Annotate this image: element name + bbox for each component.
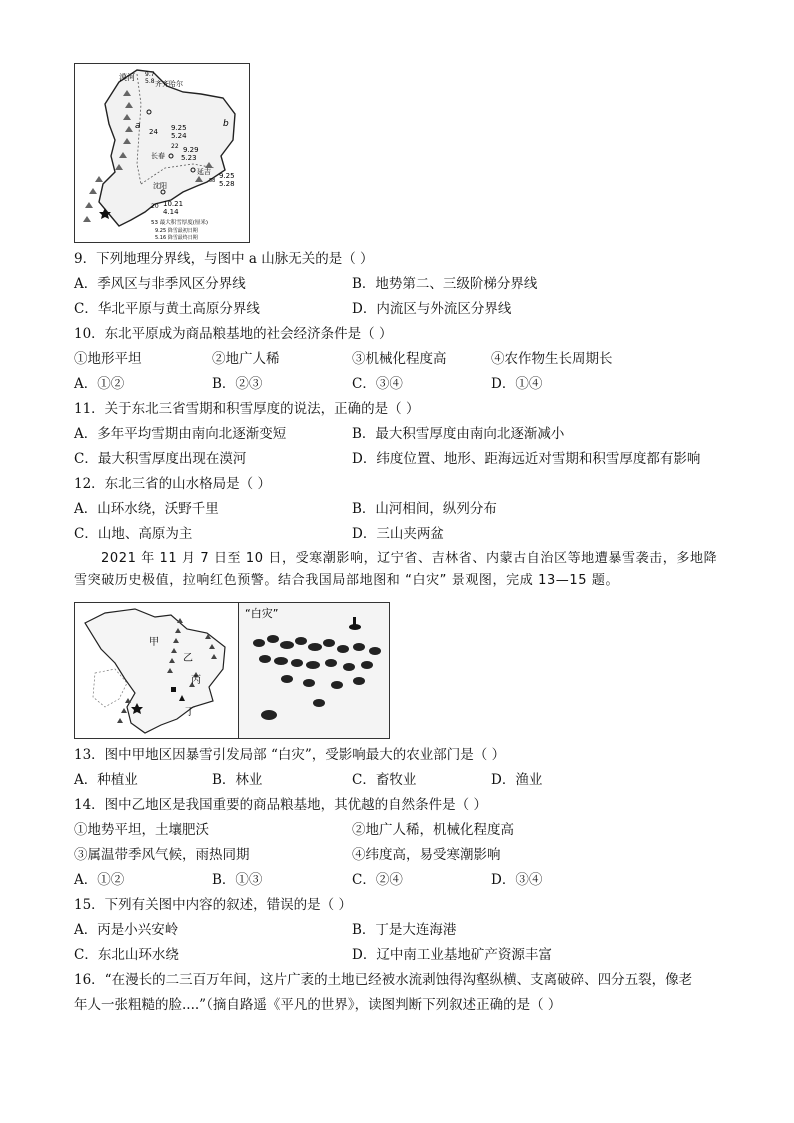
city-changchun: 长春 (151, 152, 165, 160)
legend-first: 9.25 降雪最初日期 (155, 228, 198, 234)
label-jia: 甲 (149, 637, 159, 648)
q9-option-c: C．华北平原与黄土高原分界线 (74, 301, 260, 317)
q15-option-c: C．东北山环水绕 (74, 947, 179, 963)
map-svg (75, 64, 249, 242)
q13-option-b: B．林业 (212, 772, 263, 788)
q10-stem: 10．东北平原成为商品粮基地的社会经济条件是（ ） (74, 326, 393, 342)
q12-option-c: C．山地、高原为主 (74, 526, 193, 542)
q10-item-2: ②地广人稀 (212, 351, 280, 367)
q11-option-d: D．纬度位置、地形、距海远近对雪期和积雪厚度都有影响 (352, 451, 701, 467)
square-marker (171, 687, 176, 692)
q9-stem: 9．下列地理分界线，与图中 a 山脉无关的是（ ） (74, 251, 374, 267)
changchun-val-2: 5.23 (181, 154, 197, 162)
reading-passage: 2021 年 11 月 7 日至 10 日，受寒潮影响，辽宁省、吉林省、内蒙古自治区等地遭暴雪袭击，多地降雪突破历史极值，拉响红色预警。结合我国局部地图和 “白灾” 景观图，完成 13—15 题。 (74, 551, 718, 588)
label-bing: 丙 (191, 675, 201, 686)
mohe-val-2: 5.8 (145, 78, 155, 85)
q15-option-d: D．辽中南工业基地矿产资源丰富 (352, 947, 552, 963)
q11-option-a: A．多年平均雪期由南向北逐渐变短 (74, 426, 287, 442)
photo-caption: “白灾” (245, 607, 279, 620)
city-qiqihar: 齐齐哈尔 (155, 80, 183, 88)
city-yanji: 延吉 (197, 168, 211, 176)
q10-item-1: ①地形平坦 (74, 351, 142, 367)
white-disaster-photo (238, 602, 390, 739)
mohe-val-1: 9.7 (145, 71, 155, 78)
q14-option-c: C．②④ (352, 872, 403, 888)
q13-stem: 13．图中甲地区因暴雪引发局部 “白灾”，受影响最大的农业部门是（ ） (74, 747, 506, 763)
q16-line-2: 年人一张粗糙的脸....”（摘自路遥《平凡的世界》，读图判断下列叙述正确的是（ ） (74, 997, 562, 1013)
shenyang-depth: 20 (151, 203, 159, 210)
legend-depth: 53 最大积雪厚度(厘米) (151, 220, 209, 226)
changchun-depth: 22 (171, 143, 179, 150)
photo-svg (239, 603, 389, 738)
q11-stem: 11．关于东北三省雪期和积雪厚度的说法，正确的是（ ） (74, 401, 420, 417)
yanji-val-2: 5.28 (219, 180, 235, 188)
northeast-snow-map (74, 63, 250, 243)
q13-option-c: C．畜牧业 (352, 772, 417, 788)
q14-item-2: ②地广人稀，机械化程度高 (352, 822, 514, 838)
q13-option-a: A．种植业 (74, 772, 138, 788)
q10-item-3: ③机械化程度高 (352, 351, 447, 367)
q13-option-d: D．渔业 (491, 772, 543, 788)
regional-map (74, 602, 239, 739)
q10-option-b: B．②③ (212, 376, 263, 392)
qiqihar-val-2: 5.24 (171, 132, 187, 140)
city-mohe: 漠河 (119, 73, 135, 82)
label-ding: 丁 (185, 707, 195, 718)
q14-option-d: D．③④ (491, 872, 543, 888)
qiqihar-depth: 24 (149, 128, 158, 136)
q9-option-d: D．内流区与外流区分界线 (352, 301, 512, 317)
q14-option-a: A．①② (74, 872, 125, 888)
q14-stem: 14．图中乙地区是我国重要的商品粮基地，其优越的自然条件是（ ） (74, 797, 487, 813)
changchun-val-1: 9.29 (183, 146, 199, 154)
q15-stem: 15．下列有关图中内容的叙述，错误的是（ ） (74, 897, 352, 913)
shenyang-val-1: 10.21 (163, 200, 184, 208)
q16-line-1: 16．“在漫长的二三百万年间，这片广袤的土地已经被水流剥蚀得沟壑纵横、支离破碎、四分五裂，像老 (74, 972, 693, 988)
yanji-val-1: 9.25 (219, 172, 235, 180)
regional-map-svg (75, 603, 238, 738)
q11-option-c: C．最大积雪厚度出现在漠河 (74, 451, 247, 467)
q14-item-4: ④纬度高，易受寒潮影响 (352, 847, 501, 863)
label-a: a (135, 121, 141, 131)
q15-option-a: A．丙是小兴安岭 (74, 922, 179, 938)
q15-option-b: B．丁是大连海港 (352, 922, 457, 938)
shenyang-val-2: 4.14 (163, 208, 179, 216)
label-yi: 乙 (183, 653, 193, 664)
q10-option-a: A．①② (74, 376, 125, 392)
qiqihar-val-1: 9.25 (171, 124, 187, 132)
q12-option-d: D．三山夹两盆 (352, 526, 444, 542)
q10-option-c: C．③④ (352, 376, 403, 392)
city-shenyang: 沈阳 (153, 182, 167, 190)
q10-item-4: ④农作物生长周期长 (491, 351, 613, 367)
q9-option-b: B．地势第二、三级阶梯分界线 (352, 276, 538, 292)
q12-stem: 12．东北三省的山水格局是（ ） (74, 476, 271, 492)
legend-last: 5.16 降雪最终日期 (155, 235, 198, 241)
q12-option-a: A．山环水绕，沃野千里 (74, 501, 219, 517)
q14-item-3: ③属温带季风气候，雨热同期 (74, 847, 250, 863)
q14-item-1: ①地势平坦，土壤肥沃 (74, 822, 209, 838)
q9-option-a: A．季风区与非季风区分界线 (74, 276, 246, 292)
q14-option-b: B．①③ (212, 872, 263, 888)
q11-option-b: B．最大积雪厚度由南向北逐渐减小 (352, 426, 565, 442)
regional-outline (85, 609, 225, 733)
q12-option-b: B．山河相间，纵列分布 (352, 501, 497, 517)
q10-option-d: D．①④ (491, 376, 543, 392)
yanji-depth: 58 (209, 178, 216, 184)
label-b: b (223, 119, 229, 129)
